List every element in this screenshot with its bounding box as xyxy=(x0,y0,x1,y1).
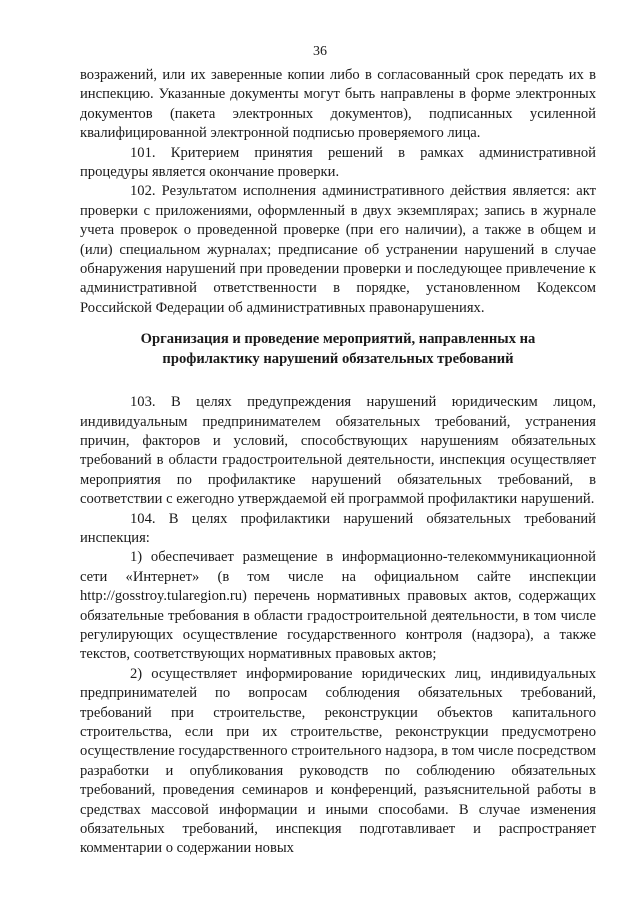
paragraph-104: 104. В целях профилактики нарушений обязательных требований инспекция: xyxy=(80,510,596,546)
section-heading-line-1: Организация и проведение мероприятий, направленных на xyxy=(140,331,536,348)
section-heading xyxy=(80,330,596,369)
paragraph-101: 101. Критерием принятия решений в рамках административной процедуры является окончание проверки. xyxy=(80,144,596,181)
document-body xyxy=(80,66,596,859)
list-item-2: 2) осуществляет информирование юридических лиц, индивидуальных предпринимателей по вопросам соблюдения обязательных требований, требований при строительстве, реконструкции объектов капитального строительства, если при их строительстве, реконструкции предусмотрено осуществление государственного строительного надзора, в том числе посредством разработки и опубликования руководств по соблюдению обязательных требований, проведения семинаров и конференций, разъяснительной работы в средствах массовой информации и иными способами. В случае изменения обязательных требований, инспекция подготавливает и распространяет комментарии о содержании новых xyxy=(80,665,596,857)
list-item-1: 1) обеспечивает размещение в информационно-телекоммуникационной сети «Интернет» (в том числе на официальном сайте инспекции http://gosstroy.tularegion.ru) перечень нормативных правовых актов, содержащих обязательные требования в области градостроительной деятельности, в том числе регулирующих осуществление государственного контроля (надзора), а также текстов, соответствующих нормативных правовых актов; xyxy=(80,549,596,663)
section-heading-line-2: профилактику нарушений обязательных требований xyxy=(162,350,514,367)
paragraph-103: 103. В целях предупреждения нарушений юридическим лицом, индивидуальным предпринимателем обязательных требований, устранения причин, факторов и условий, способствующих нарушениям обязательных требований в области градостроительной деятельности, инспекция осуществляет мероприятия по профилактике нарушений обязательных требований, в соответствии с ежегодно утверждаемой ей программой профилактики нарушений. xyxy=(80,394,596,508)
paragraph-continuation: возражений, или их заверенные копии либо в согласованный срок передать их в инспекцию. Указанные документы могут быть направлены в форме электронных документов (пакета электронных документов), подписанных усиленной квалифицированной электронной подписью проверяемого лица. xyxy=(80,67,596,142)
paragraph-102: 102. Результатом исполнения административного действия является: акт проверки с приложениями, оформленный в двух экземплярах; запись в журнале учета проверок о проведенной проверке (при его наличии), а также в общем и (или) специальном журналах; предписание об устранении нарушений в случае обнаружения нарушений при проведении проверки и последующее привлечение к административной ответственности в порядке, установленном Кодексом Российской Федерации об административных правонарушениях. xyxy=(80,183,596,316)
page-number: 36 xyxy=(313,44,327,59)
